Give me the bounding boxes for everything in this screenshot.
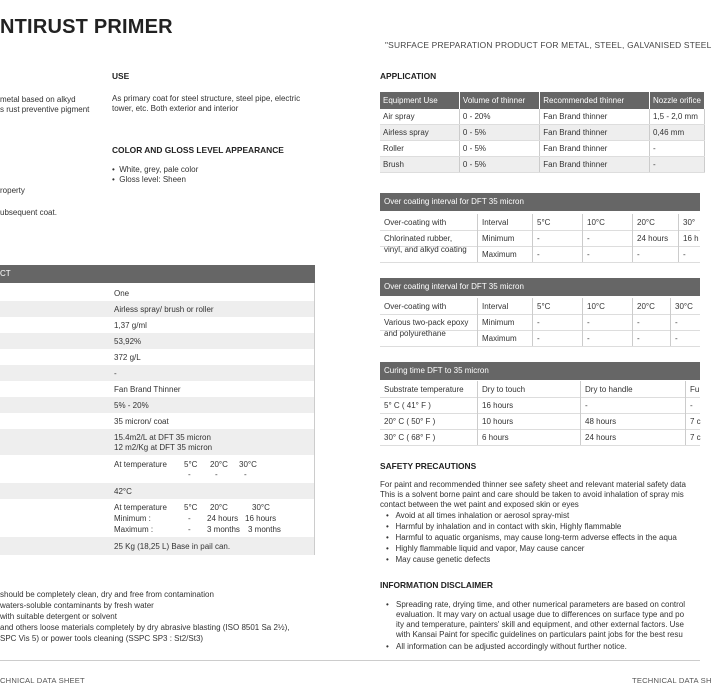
- overcoat-min-label: Minimum :: [114, 514, 151, 523]
- table-row: [0, 333, 315, 349]
- touch-dry-value: -: [215, 470, 218, 479]
- table-cell: 1,5 - 2,0 mm: [649, 109, 704, 125]
- column-header: Equipment Use: [380, 92, 459, 109]
- table-border: [582, 214, 583, 262]
- table-cell: 372 g/L: [114, 353, 141, 362]
- table-row: [380, 141, 705, 157]
- interval-label: Interval: [482, 218, 509, 227]
- use-heading: USE: [112, 71, 130, 81]
- minimum-value: 16 h: [683, 234, 699, 243]
- use-text: tower, etc. Both exterior and interior: [112, 104, 239, 113]
- table-border: [380, 262, 700, 263]
- temp-header: 10°C: [587, 218, 605, 227]
- table-cell: -: [649, 141, 704, 157]
- table-cell: 10 hours: [482, 417, 514, 426]
- minimum-value: -: [675, 318, 678, 327]
- table-cell: -: [690, 401, 693, 410]
- disclaimer-bullet: •: [386, 642, 389, 651]
- overcoat-min-value: 24 hours: [207, 514, 239, 523]
- table-cell: 0 - 5%: [459, 141, 539, 157]
- description-line: metal based on alkyd: [0, 95, 76, 104]
- table-border: [380, 413, 700, 414]
- table-cell: -: [585, 401, 588, 410]
- safety-item: • Highly flammable liquid and vapor, May cause cancer: [386, 544, 585, 553]
- table-cell: 20° C ( 50° F ): [384, 417, 436, 426]
- column-header: Nozzle orifice: [649, 92, 704, 109]
- safety-item: • Harmful by inhalation and in contact with skin, Highly flammable: [386, 522, 622, 531]
- minimum-label: Minimum: [482, 318, 515, 327]
- minimum-value: 24 hours: [637, 234, 669, 243]
- table-cell: Fan Brand thinner: [540, 125, 650, 141]
- left-footer: CHNICAL DATA SHEET: [0, 676, 85, 685]
- table-cell: One: [114, 289, 130, 298]
- safety-item: • Harmful to aquatic organisms, may cause long-term adverse effects in the aqua: [386, 533, 677, 542]
- table-cell: 0,46 mm: [649, 125, 704, 141]
- table-row: [380, 157, 705, 173]
- temp-header: 20°C: [637, 218, 655, 227]
- safety-text: This is a solvent borne paint and care should be taken to avoid inhalation of spray mis: [380, 490, 684, 499]
- table-border: [678, 214, 679, 262]
- table-cell: 1,37 g/ml: [114, 321, 147, 330]
- table-border: [582, 298, 583, 346]
- use-text: As primary coat for steel structure, steel pipe, electric: [112, 94, 301, 103]
- table-border: [380, 346, 700, 347]
- disclaimer-text: with Kansai Paint for specific guidelines on particulars paint jobs for the best resu: [396, 630, 683, 639]
- maximum-value: -: [683, 250, 686, 259]
- disclaimer-text: Spreading rate, drying time, and other numerical parameters are based on control: [396, 600, 686, 609]
- table-border: [532, 298, 533, 346]
- table-cell: 0 - 5%: [459, 157, 539, 173]
- minimum-value: -: [537, 318, 540, 327]
- table-cell: Airless spray: [380, 125, 459, 141]
- table-border: [632, 214, 633, 262]
- column-header: Substrate temperature: [384, 385, 464, 394]
- overcoat-temp: 20°C: [210, 503, 228, 512]
- table-row: [0, 365, 315, 381]
- temp-header: 10°C: [587, 302, 605, 311]
- curing-table-title: Curing time DFT to 35 micron: [380, 362, 700, 380]
- table-border: [580, 381, 581, 445]
- temp-header: 30°: [683, 218, 696, 227]
- safety-item: • Avoid at all times inhalation or aerosol spray-mist: [386, 511, 570, 520]
- overcoat-with-value: and polyurethane: [384, 329, 446, 338]
- interval-label: Interval: [482, 302, 509, 311]
- right-footer: TECHNICAL DATA SH: [632, 676, 712, 685]
- table-border: [477, 298, 478, 346]
- minimum-value: -: [537, 234, 540, 243]
- color-heading: COLOR AND GLOSS LEVEL APPEARANCE: [112, 145, 284, 155]
- table-cell: -: [649, 157, 704, 173]
- surface-prep-line: waters-soluble contaminants by fresh water: [0, 601, 154, 610]
- table-cell: Fan Brand thinner: [540, 141, 650, 157]
- column-header: Dry to touch: [482, 385, 526, 394]
- table-cell: 25 Kg (18,25 L) Base in pail can.: [114, 542, 231, 551]
- temp-header: 5°C: [537, 302, 551, 311]
- table-cell: Fan Brand thinner: [540, 109, 650, 125]
- maximum-label: Maximum: [482, 250, 517, 259]
- table-border: [380, 429, 700, 430]
- table-border: [632, 298, 633, 346]
- overcoat-with-value: vinyl, and alkyd coating: [384, 245, 467, 254]
- table-border: [314, 283, 315, 555]
- safety-text: For paint and recommended thinner see safety sheet and relevant material safety data: [380, 480, 686, 489]
- overcoat-table-2-title: Over coating interval for DFT 35 micron: [380, 278, 700, 296]
- temp-header: 20°C: [637, 302, 655, 311]
- touch-dry-temp: 20°C: [210, 460, 228, 469]
- overcoat-max-value: -: [188, 525, 191, 534]
- product-table-header-label: CT: [0, 269, 11, 278]
- maximum-value: -: [537, 334, 540, 343]
- safety-item: • May cause genetic defects: [386, 555, 491, 564]
- table-cell: 0 - 5%: [459, 125, 539, 141]
- minimum-value: -: [587, 318, 590, 327]
- application-heading: APPLICATION: [380, 71, 437, 81]
- maximum-value: -: [587, 334, 590, 343]
- surface-prep-line: with suitable detergent or solvent: [0, 612, 117, 621]
- table-cell: 16 hours: [482, 401, 514, 410]
- table-cell: 7 c: [690, 417, 701, 426]
- temp-header: 30°C: [675, 302, 693, 311]
- disclaimer-text: All information can be adjusted accordingly without further notice.: [396, 642, 627, 651]
- temp-header: 5°C: [537, 218, 551, 227]
- table-border: [670, 298, 671, 346]
- footer-divider: [0, 660, 700, 661]
- overcoat-with-label: Over-coating with: [384, 302, 447, 311]
- overcoat-temp: 5°C: [184, 503, 198, 512]
- minimum-label: Minimum: [482, 234, 515, 243]
- table-cell: 24 hours: [585, 433, 617, 442]
- table-row: [380, 109, 705, 125]
- overcoat-temp: 30°C: [252, 503, 270, 512]
- table-row: [0, 317, 315, 333]
- maximum-value: -: [637, 250, 640, 259]
- table-border: [532, 214, 533, 262]
- surface-prep-line: should be completely clean, dry and free from contamination: [0, 590, 214, 599]
- overcoat-max-label: Maximum :: [114, 525, 154, 534]
- page-subtitle: "SURFACE PREPARATION PRODUCT FOR METAL, STEEL, GALVANISED STEEL: [385, 40, 712, 50]
- table-cell: 5% - 20%: [114, 401, 149, 410]
- safety-heading: SAFETY PRECAUTIONS: [380, 461, 477, 471]
- column-header: Dry to handle: [585, 385, 633, 394]
- table-cell: 42°C: [114, 487, 132, 496]
- table-cell: Roller: [380, 141, 459, 157]
- table-row: [0, 397, 315, 413]
- table-border: [380, 445, 700, 446]
- property-fragment: ubsequent coat.: [0, 208, 57, 217]
- table-border: [477, 214, 478, 262]
- maximum-value: -: [537, 250, 540, 259]
- table-row: [380, 125, 705, 141]
- property-fragment: roperty: [0, 186, 25, 195]
- maximum-value: -: [637, 334, 640, 343]
- touch-dry-label: At temperature: [114, 460, 167, 469]
- table-cell: Brush: [380, 157, 459, 173]
- table-header-row: [380, 92, 705, 109]
- overcoat-table-1-title: Over coating interval for DFT 35 micron: [380, 193, 700, 211]
- minimum-value: -: [637, 318, 640, 327]
- table-cell: Airless spray/ brush or roller: [114, 305, 214, 314]
- table-cell: 30° C ( 68° F ): [384, 433, 436, 442]
- touch-dry-temp: 30°C: [239, 460, 257, 469]
- table-cell: Air spray: [380, 109, 459, 125]
- touch-dry-temp: 5°C: [184, 460, 198, 469]
- column-header: Recommended thinner: [540, 92, 650, 109]
- table-cell: 35 micron/ coat: [114, 417, 169, 426]
- table-border: [380, 397, 700, 398]
- touch-dry-value: -: [244, 470, 247, 479]
- overcoat-min-value: 16 hours: [245, 514, 277, 523]
- overcoat-label: At temperature: [114, 503, 167, 512]
- column-header: Volume of thinner: [459, 92, 539, 109]
- table-row: [0, 285, 315, 301]
- description-line: s rust preventive pigment: [0, 105, 90, 114]
- overcoat-min-value: -: [188, 514, 191, 523]
- overcoat-with-value: Various two-pack epoxy: [384, 318, 469, 327]
- maximum-value: -: [675, 334, 678, 343]
- application-table: [380, 92, 705, 173]
- disclaimer-bullet: •: [386, 600, 389, 609]
- safety-text: contact between the wet paint and exposed skin or eyes: [380, 500, 579, 509]
- color-item: • Gloss level: Sheen: [112, 175, 186, 184]
- overcoat-with-value: Chlorinated rubber,: [384, 234, 453, 243]
- overcoat-with-label: Over-coating with: [384, 218, 447, 227]
- touch-dry-value: -: [188, 470, 191, 479]
- table-cell: 5° C ( 41° F ): [384, 401, 431, 410]
- color-item: • White, grey, pale color: [112, 165, 199, 174]
- product-table-header: [0, 265, 315, 283]
- surface-prep-line: SPC Vis 5) or power tools cleaning (SSPC SP3 : St2/St3): [0, 634, 204, 643]
- table-cell: 48 hours: [585, 417, 617, 426]
- table-cell: 0 - 20%: [459, 109, 539, 125]
- surface-prep-line: and others loose materials completely by dry abrasive blasting (ISO 8501 Sa 2½),: [0, 623, 290, 632]
- overcoat-max-value: 3 months: [248, 525, 281, 534]
- table-border: [380, 230, 700, 231]
- disclaimer-text: ity and temperature, painters' skill and equipment, and other external factors. Use: [396, 620, 684, 629]
- minimum-value: -: [587, 234, 590, 243]
- disclaimer-text: evaluation. It may vary on actual usage due to differences on surface type and po: [396, 610, 685, 619]
- table-cell: 53,92%: [114, 337, 142, 346]
- maximum-label: Maximum: [482, 334, 517, 343]
- table-cell: -: [114, 369, 117, 378]
- table-border: [685, 381, 686, 445]
- table-cell: Fan Brand thinner: [540, 157, 650, 173]
- maximum-value: -: [587, 250, 590, 259]
- page-title: NTIRUST PRIMER: [0, 16, 173, 38]
- table-cell: 15.4m2/L at DFT 35 micron: [114, 433, 211, 442]
- table-cell: 12 m2/Kg at DFT 35 micron: [114, 443, 213, 452]
- table-cell: Fan Brand Thinner: [114, 385, 181, 394]
- table-border: [477, 381, 478, 445]
- table-cell: 6 hours: [482, 433, 509, 442]
- table-row: [0, 349, 315, 365]
- table-cell: 7 c: [690, 433, 701, 442]
- table-row: [0, 483, 315, 499]
- table-border: [380, 314, 700, 315]
- disclaimer-heading: INFORMATION DISCLAIMER: [380, 580, 493, 590]
- overcoat-max-value: 3 months: [207, 525, 240, 534]
- column-header: Fu: [690, 385, 700, 394]
